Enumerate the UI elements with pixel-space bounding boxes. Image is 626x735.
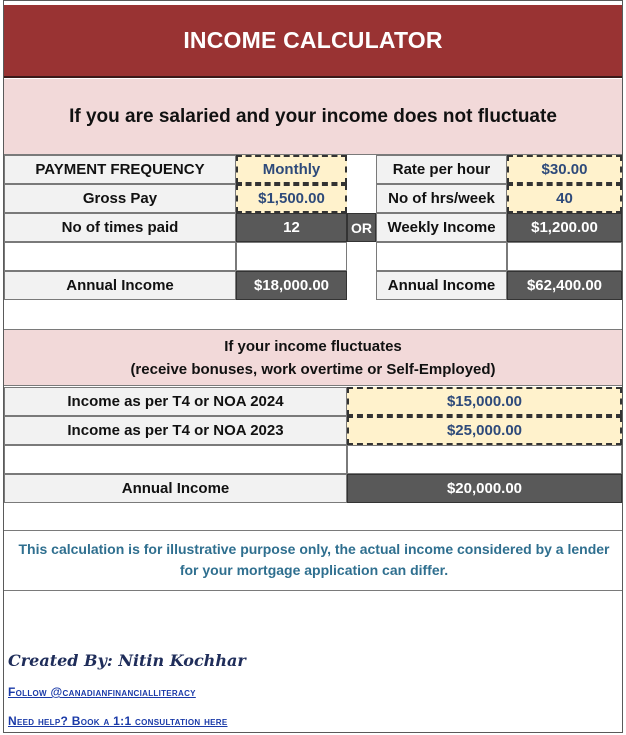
right-annual-income-label: Annual Income	[376, 271, 507, 300]
payment-frequency-input[interactable]: Monthly	[236, 155, 347, 184]
fluctuating-section-header	[4, 329, 622, 386]
left-annual-income-value: $18,000.00	[236, 271, 347, 300]
noa-2023-label: Income as per T4 or NOA 2023	[4, 416, 347, 445]
times-paid-value: 12	[236, 213, 347, 242]
created-by-signature: Created By: Nitin Kochhar	[8, 651, 246, 670]
or-label: OR	[347, 213, 376, 242]
fluctuating-heading-line2: (receive bonuses, work overtime or Self-Employed)	[130, 360, 496, 378]
noa-2023-input[interactable]: $25,000.00	[347, 416, 622, 445]
hours-per-week-label: No of hrs/week	[376, 184, 507, 213]
divider-below-disclaimer	[4, 590, 622, 591]
left-annual-income-label: Annual Income	[4, 271, 236, 300]
consultation-link[interactable]: Need help? Book a 1:1 consultation here	[8, 714, 228, 728]
payment-frequency-label: PAYMENT FREQUENCY	[4, 155, 236, 184]
divider-above-disclaimer	[4, 530, 622, 531]
fluct-blank-row-value	[347, 445, 622, 474]
times-paid-label: No of times paid	[4, 213, 236, 242]
fluct-annual-income-value: $20,000.00	[347, 474, 622, 503]
title-bar	[4, 5, 622, 78]
income-calculator-sheet	[3, 0, 623, 733]
salaried-heading: If you are salaried and your income does not fluctuate	[69, 105, 557, 127]
hours-per-week-input[interactable]: 40	[507, 184, 622, 213]
fluctuating-heading-line1: If your income fluctuates	[224, 337, 402, 355]
noa-2024-input[interactable]: $15,000.00	[347, 387, 622, 416]
fluct-blank-row-label	[4, 445, 347, 474]
left-blank-row-value	[236, 242, 347, 271]
right-annual-income-value: $62,400.00	[507, 271, 622, 300]
gross-pay-label: Gross Pay	[4, 184, 236, 213]
weekly-income-value: $1,200.00	[507, 213, 622, 242]
noa-2024-label: Income as per T4 or NOA 2024	[4, 387, 347, 416]
rate-per-hour-input[interactable]: $30.00	[507, 155, 622, 184]
salaried-section-header	[4, 79, 622, 155]
disclaimer-text: This calculation is for illustrative purpose only, the actual income considered by a lender for your mortgage application can differ.	[18, 541, 610, 578]
page-title: INCOME CALCULATOR	[183, 27, 443, 53]
rate-per-hour-label: Rate per hour	[376, 155, 507, 184]
right-blank-row-label	[376, 242, 507, 271]
follow-link[interactable]: Follow @canadianfinancialliteracy	[8, 685, 196, 699]
right-blank-row-value	[507, 242, 622, 271]
fluct-annual-income-label: Annual Income	[4, 474, 347, 503]
weekly-income-label: Weekly Income	[376, 213, 507, 242]
left-blank-row-label	[4, 242, 236, 271]
gross-pay-input[interactable]: $1,500.00	[236, 184, 347, 213]
